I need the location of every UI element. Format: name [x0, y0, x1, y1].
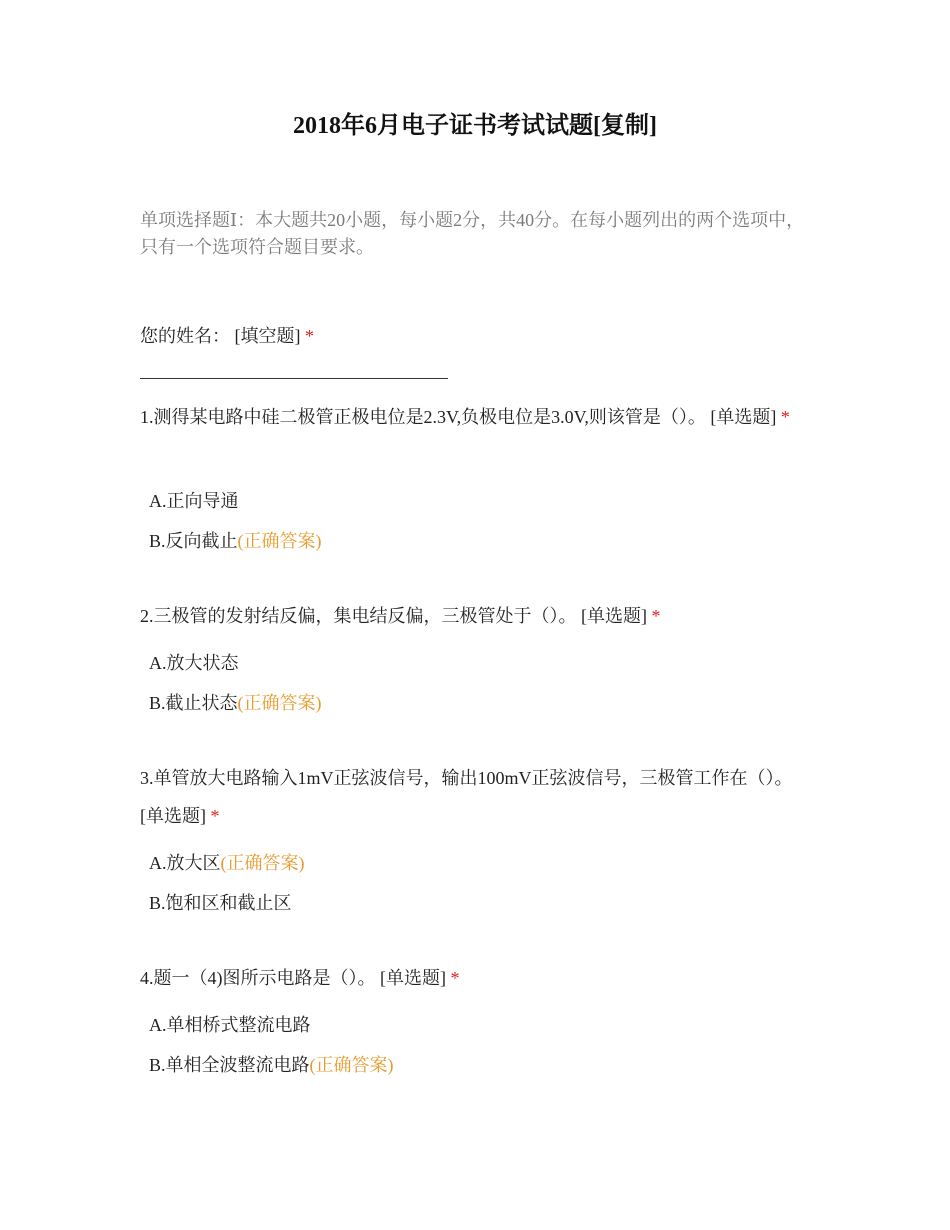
page-title: 2018年6月电子证书考试试题[复制] — [293, 113, 657, 139]
question-text: 您的姓名： — [140, 326, 230, 346]
name-question — [140, 317, 810, 355]
correct-answer-marker: (正确答案) — [309, 1055, 394, 1075]
question-type-tag: [单选题] — [710, 407, 777, 427]
question-2 — [140, 597, 810, 635]
option-label: A.正向导通 — [149, 491, 239, 511]
name-answer-blank[interactable] — [140, 378, 448, 379]
question-1-option-a[interactable] — [149, 488, 809, 514]
required-marker: * — [651, 606, 661, 626]
option-label: A.放大区 — [149, 853, 221, 873]
question-4-option-b[interactable] — [149, 1052, 809, 1078]
question-3 — [140, 759, 810, 835]
correct-answer-marker: (正确答案) — [237, 531, 322, 551]
option-label: B.单相全波整流电路 — [149, 1055, 310, 1075]
question-4-option-a[interactable] — [149, 1012, 809, 1038]
question-3-option-a[interactable] — [149, 850, 809, 876]
required-marker: * — [305, 326, 314, 346]
question-1 — [140, 398, 810, 436]
option-label: A.放大状态 — [149, 653, 239, 673]
option-label: B.反向截止 — [149, 531, 238, 551]
correct-answer-marker: (正确答案) — [220, 853, 305, 873]
question-3-option-b[interactable] — [149, 890, 809, 916]
question-2-option-b[interactable] — [149, 690, 809, 716]
required-marker: * — [450, 968, 460, 988]
option-label: B.饱和区和截止区 — [149, 893, 292, 913]
question-text: 4.题一（4)图所示电路是（）。 — [140, 968, 376, 988]
question-type-tag: [单选题] — [380, 968, 446, 988]
required-marker: * — [210, 806, 220, 826]
question-text: 1.测得某电路中硅二极管正极电位是2.3V,负极电位是3.0V,则该管是（）。 — [140, 407, 706, 427]
question-text: 2.三极管的发射结反偏，集电结反偏，三极管处于（）。 — [140, 606, 577, 626]
question-4 — [140, 959, 810, 997]
required-marker: * — [780, 407, 790, 427]
question-text: 3.单管放大电路输入1mV正弦波信号，输出100mV正弦波信号，三极管工作在（）。 — [140, 768, 793, 788]
correct-answer-marker: (正确答案) — [237, 693, 322, 713]
question-1-option-b[interactable] — [149, 528, 809, 554]
question-2-option-a[interactable] — [149, 650, 809, 676]
section-intro: 单项选择题Ⅰ：本大题共20小题，每小题2分，共40分。在每小题列出的两个选项中，只有一个选项符合题目要求。 — [140, 210, 805, 257]
option-label: B.截止状态 — [149, 693, 238, 713]
option-label: A.单相桥式整流电路 — [149, 1015, 311, 1035]
question-type-tag: [填空题] — [234, 326, 301, 346]
question-type-tag: [单选题] — [140, 806, 206, 826]
question-type-tag: [单选题] — [581, 606, 647, 626]
